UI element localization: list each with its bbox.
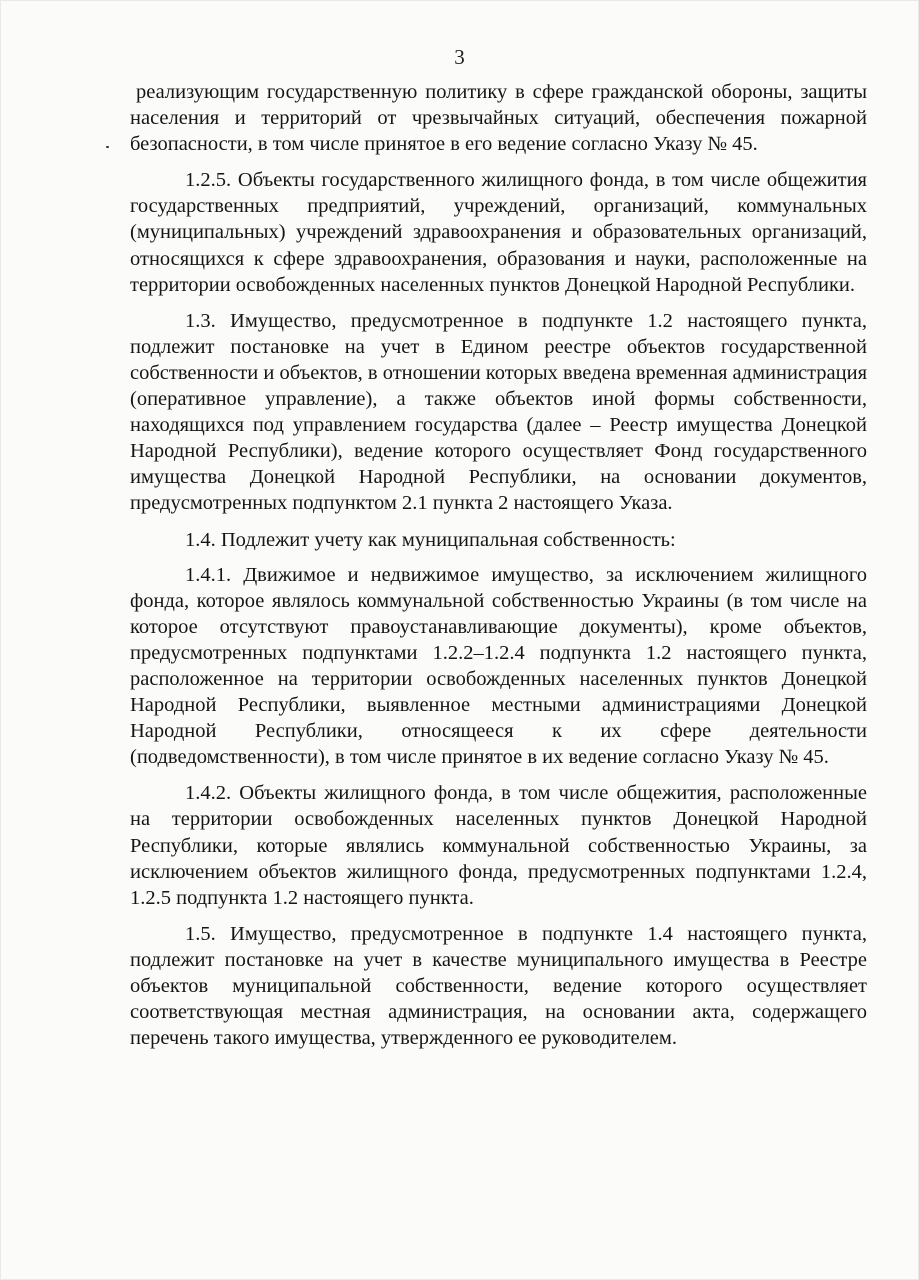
paragraph-1-4-1: 1.4.1. Движимое и недвижимое имущество, за исключением жилищного фонда, которое являлось коммунальной собственностью Украины (в том числе на которое отсутствуют правоустанавливающие документы), кроме объектов, предусмотренных подпунктами 1.2.2–1.2.4 подпункта 1.2 настоящего пункта, расположенное на территории освобожденных населенных пунктов Донецкой Народной Республики, выявленное местными администрациями Донецкой Народной Республики, относящееся к их сфере деятельности (подведомственности), в том числе принятое в их ведение согласно Указу № 45.: [130, 563, 867, 769]
paragraph-1-4: 1.4. Подлежит учету как муниципальная собственность:: [185, 528, 676, 551]
paragraph-1-4-2: 1.4.2. Объекты жилищного фонда, в том числе общежития, расположенные на территории освобожденных населенных пунктов Донецкой Народной Республики, которые являлись коммунальной собственностью Украины, за исключением объектов жилищного фонда, предусмотренных подпунктами 1.2.4, 1.2.5 подпункта 1.2 настоящего пункта.: [130, 782, 867, 909]
paragraph-1-2-5: 1.2.5. Объекты государственного жилищного фонда, в том числе общежития государственных предприятий, учреждений, организаций, коммунальных (муниципальных) учреждений здравоохранения и образовательных организаций, относящихся к сфере здравоохранения, образования и науки, расположенные на территории освобожденных населенных пунктов Донецкой Народной Республики.: [130, 169, 867, 296]
paragraph-1-5: 1.5. Имущество, предусмотренное в подпункте 1.4 настоящего пункта, подлежит постановке на учет в качестве муниципального имущества в Реестре объектов муниципальной собственности, ведение которого осуществляет соответствующая местная администрация, на основании акта, содержащего перечень такого имущества, утвержденного ее руководителем.: [130, 922, 867, 1050]
paragraph-continuation: реализующим государственную политику в сфере гражданской обороны, защиты населения и территорий от чрезвычайных ситуаций, обеспечения пожарной безопасности, в том числе принятое в его ведение согласно Указу № 45.: [130, 81, 867, 156]
document-body: [130, 79, 867, 1051]
page-number: 3: [454, 45, 465, 69]
scan-speck: [106, 146, 109, 148]
paragraph-1-3: 1.3. Имущество, предусмотренное в подпункте 1.2 настоящего пункта, подлежит постановке на учет в Едином реестре объектов государственной собственности и объектов, в отношении которых введена временная администрация (оперативное управление), а также объектов иной формы собственности, находящихся под управлением государства (далее – Реестр имущества Донецкой Народной Республики), ведение которого осуществляет Фонд государственного имущества Донецкой Народной Республики, на основании документов, предусмотренных подпунктом 2.1 пункта 2 настоящего Указа.: [130, 309, 867, 515]
